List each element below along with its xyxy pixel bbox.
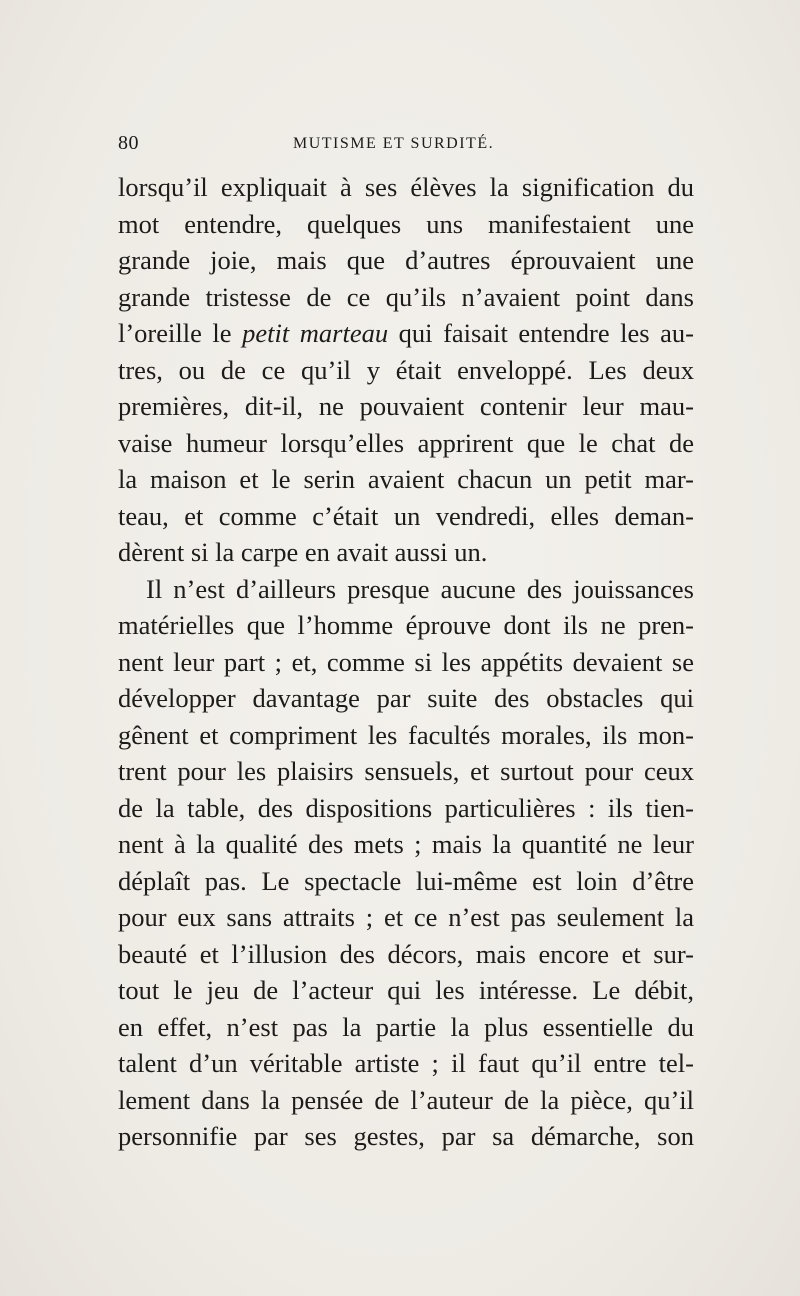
text-line-with-italic bbox=[118, 315, 694, 352]
italic-phrase: petit marteau bbox=[242, 318, 389, 348]
text-line: personnifie par ses gestes, par sa démarche, son bbox=[118, 1121, 694, 1151]
body-text bbox=[118, 169, 694, 1155]
text-line: trent pour les plaisirs sensuels, et surtout pour ceux bbox=[118, 756, 694, 786]
text-line: grande tristesse de ce qu’ils n’avaient point dans bbox=[118, 281, 694, 312]
text-line: lorsqu’il expliquait à ses élèves la signification du bbox=[118, 172, 694, 202]
running-title: MUTISME ET SURDITÉ. bbox=[293, 135, 495, 152]
text-line: vaise humeur lorsqu’elles apprirent que le chat de bbox=[118, 427, 694, 458]
text-line: talent d’un véritable artiste ; il faut qu’il entre tel- bbox=[118, 1048, 694, 1078]
paragraph-2 bbox=[118, 571, 694, 1155]
text-line: premières, dit-il, ne pouvaient contenir leur mau- bbox=[118, 391, 694, 421]
text-line: matérielles que l’homme éprouve dont ils ne pren- bbox=[118, 610, 694, 640]
text-line: la maison et le serin avaient chacun un petit mar- bbox=[118, 464, 694, 494]
text-line: Il n’est d’ailleurs presque aucune des jouissances bbox=[146, 573, 694, 604]
text-line: dèrent si la carpe en avait aussi un. bbox=[118, 537, 488, 567]
paragraph-1 bbox=[118, 169, 694, 571]
text-fragment: l’oreille le bbox=[118, 318, 243, 348]
text-line: tres, ou de ce qu’il y était enveloppé. Les deux bbox=[118, 354, 694, 385]
text-line: gênent et compriment les facultés morales, ils mon- bbox=[118, 719, 694, 750]
text-fragment: qui faisait entendre les au- bbox=[388, 318, 695, 348]
text-line: en effet, n’est pas la partie la plus essentielle du bbox=[118, 1011, 694, 1042]
text-line: grande joie, mais que d’autres éprouvaient une bbox=[118, 245, 694, 275]
page-header bbox=[118, 132, 694, 158]
text-line: nent leur part ; et, comme si les appétits devaient se bbox=[118, 646, 694, 677]
text-line: tout le jeu de l’acteur qui les intéresse. Le débit, bbox=[118, 975, 694, 1005]
text-line: de la table, des dispositions particulières : ils tien- bbox=[118, 792, 694, 823]
text-line: pour eux sans attraits ; et ce n’est pas seulement la bbox=[118, 902, 694, 932]
text-line: déplaît pas. Le spectacle lui-même est loin d’être bbox=[118, 865, 694, 896]
page-number: 80 bbox=[118, 132, 139, 154]
text-line: développer davantage par suite des obstacles qui bbox=[118, 683, 694, 713]
text-line: nent à la qualité des mets ; mais la quantité ne leur bbox=[118, 829, 694, 859]
text-line: lement dans la pensée de l’auteur de la pièce, qu’il bbox=[118, 1084, 694, 1115]
text-line: mot entendre, quelques uns manifestaient une bbox=[118, 208, 694, 239]
text-line: teau, et comme c’était un vendredi, elles deman- bbox=[118, 500, 694, 531]
text-line: beauté et l’illusion des décors, mais encore et sur- bbox=[118, 938, 694, 969]
